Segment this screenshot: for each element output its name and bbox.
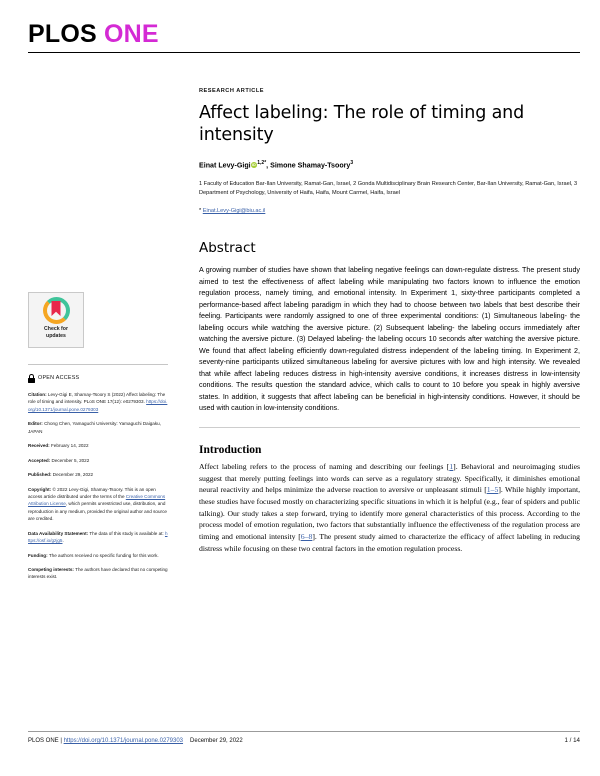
masthead xyxy=(28,22,580,53)
intro-part-3: ]. While highly important, these studies have focused mostly on characterizing specific situations in which it is helpful (e.g., fear of spiders and public talking). Our study takes a step forward, trying to identify more general characteristics of this process. According to the process model of emotion regulation, two factors that substantially influence the effectiveness of the regulation process are timing and emotional intensity [ xyxy=(199,485,580,542)
reference-link-1[interactable]: 1 xyxy=(449,461,454,471)
intro-part-1: Affect labeling refers to the process of naming and describing our feelings [ xyxy=(199,461,450,471)
received-date: February 14, 2022 xyxy=(49,443,89,449)
data-availability-block xyxy=(28,530,168,545)
article-type-kicker: RESEARCH ARTICLE xyxy=(199,88,264,94)
citation-text: Levy-Gigi E, Shamay-Tsoory S (2022) Affect labeling: The role of timing and intensity. PLoS ONE 17(12): e0279303. xyxy=(28,392,166,405)
author-1-corresponding-mark: * xyxy=(264,159,267,166)
reference-link-2[interactable]: 1–5 xyxy=(486,485,499,495)
page-number: 1 / 14 xyxy=(564,737,580,744)
received-block xyxy=(28,442,168,449)
open-access-indicator xyxy=(28,374,168,383)
creative-commons-license-link[interactable]: Creative Commons Attribution License xyxy=(28,493,166,507)
logo-text-plos: PLOS xyxy=(28,20,97,48)
competing-interests-label: Competing interests: xyxy=(28,567,74,572)
page-footer xyxy=(28,731,580,744)
affiliations-list: 1 Faculty of Education Bar-Ilan University, Ramat-Gan, Israel, 2 Gonda Multidisciplinary Brain Research Center, Bar-Ilan University, Ramat-Gan, Israel, 3 Department of Psychology, University of Haifa, Haifa, Mount Carmel, Haifa, Israel xyxy=(199,181,578,197)
footer-divider xyxy=(28,731,580,732)
page-title: Affect labeling: The role of timing and intensity xyxy=(199,103,525,146)
copyright-block xyxy=(28,486,168,523)
footer-separator: | xyxy=(58,738,64,744)
footer-date: December 29, 2022 xyxy=(190,738,243,744)
sidebar-divider xyxy=(28,364,168,365)
abstract-text: A growing number of studies have shown that labeling negative feelings can down-regulate distress. The present study aimed to test the effectiveness of affect labeling while manipulating two factors known to influence the emotion regulation process, namely timing, and emotional intensity. In Experiment 1, sixty-three participants completed a performance-based affect labeling paradigm in which they had to choose between two labels that best describe their feeling. Participants were randomly assigned to one of three experimental conditions: (1) Simultaneous labeling- the labeling occurs while watching the aversive picture. (2) Subsequent labeling- the labeling occurs immediately after watching the aversive picture. (3) Delayed labeling- the labeling occurs 10 seconds after watching the aversive picture. We found that affect labeling efficiently down-regulated distress independent of the labeling timing. In Experiment 2, seventy-nine participants utilized simultaneous labeling for aversive pictures with low and high intensity. We revealed that while affect labeling reduces distress in high-intensity aversive conditions, it increases distress in low-intensity conditions. The results question the standard advice, which calls to count to 10 before you speak in highly aversive states. In addition, it suggests that affect labeling can be beneficial in high-intensity conditions. However, it should be used with caution in low-intensity conditions. xyxy=(199,266,580,413)
accepted-block xyxy=(28,457,168,464)
intro-part-4: ]. The present study aimed to characterize the efficacy of affect labeling in reducing distress while focusing on these two central factors in the emotion regulation process. xyxy=(199,532,580,553)
open-lock-icon xyxy=(28,374,35,383)
footer-citation xyxy=(28,738,243,744)
crossmark-label-line1: Check for xyxy=(44,326,68,332)
accepted-date: December 5, 2022 xyxy=(50,457,90,463)
open-access-label: OPEN ACCESS xyxy=(38,375,80,382)
received-label: Received: xyxy=(28,443,50,449)
article-metadata-sidebar xyxy=(28,292,168,588)
author-name-1: Einat Levy-Gigi xyxy=(199,161,251,170)
author-name-2: Simone Shamay-Tsoory xyxy=(270,161,351,170)
article-main-column xyxy=(199,88,580,554)
reference-link-3[interactable]: 6–8 xyxy=(300,532,313,542)
footer-journal-name: PLOS ONE xyxy=(28,738,59,744)
abstract-divider xyxy=(199,427,580,428)
data-availability-label: Data Availability Statement: xyxy=(28,530,89,536)
introduction-heading: Introduction xyxy=(199,443,262,456)
crossmark-icon xyxy=(43,297,70,324)
author-list: Einat Levy-Gigi iD $^{1,2*}$, Simone Shamay-Tsoory$^3$ xyxy=(199,160,580,171)
corresponding-star: * xyxy=(199,208,202,215)
citation-label: Citation: xyxy=(28,392,47,397)
data-availability-text: The data of this study is available at: xyxy=(88,530,165,536)
introduction-text xyxy=(199,461,580,555)
published-label: Published: xyxy=(28,472,52,478)
copyright-text-part2: , which permits unrestricted use, distribution, and reproduction in any medium, provided the original author and source are credited. xyxy=(28,501,167,522)
funding-label: Funding: xyxy=(28,552,48,558)
crossmark-label xyxy=(44,326,68,339)
footer-doi-link[interactable]: https://doi.org/10.1371/journal.pone.0279303 xyxy=(63,738,184,744)
published-block xyxy=(28,471,168,478)
author-2-affiliation-marks: 3 xyxy=(350,159,354,166)
editor-text: Chong Chen, Yamaguchi University: Yamaguchi Daigaku, JAPAN xyxy=(28,421,161,434)
plos-one-logo[interactable] xyxy=(28,22,580,47)
published-date: December 29, 2022 xyxy=(51,472,94,478)
abstract-heading: Abstract xyxy=(199,240,256,257)
author-1-affiliation-marks: 1,2 xyxy=(257,159,265,166)
funding-block xyxy=(28,552,168,559)
editor-label: Editor: xyxy=(28,421,43,427)
editor-block xyxy=(28,420,168,435)
citation-block xyxy=(28,391,168,413)
funding-text: The authors received no specific funding for this work. xyxy=(47,552,159,558)
citation-doi-link[interactable]: https://doi.org/10.1371/journal.pone.0279303 xyxy=(28,399,168,412)
crossmark-label-line2: updates xyxy=(46,332,66,339)
copyright-label: Copyright: xyxy=(28,486,52,492)
intro-part-2: ]. Behavioral and neuroimaging studies suggest that merely putting feelings into words can serve as a regulatory strategy. Specifically, it diminishes emotional neural reactivity and helps minimize the adverse reaction to aversive or unpleasant stimuli [ xyxy=(199,461,580,495)
corresponding-author-line xyxy=(199,208,580,214)
copyright-text-part1: © 2022 Levy-Gigi, Shamay-Tsoory. This is an open access article distributed under the terms of the xyxy=(28,486,156,499)
competing-interests-block xyxy=(28,566,168,581)
masthead-divider xyxy=(28,52,580,53)
data-availability-text-end: . xyxy=(62,538,64,544)
orcid-icon[interactable] xyxy=(251,162,257,168)
competing-interests-text: The authors have declared that no competing interests exist. xyxy=(28,567,168,580)
osf-data-link[interactable]: https://osf.io/gzjg5 xyxy=(28,530,168,544)
accepted-label: Accepted: xyxy=(28,457,51,463)
corresponding-email-link[interactable]: Einat.Levy-Gigi@biu.ac.il xyxy=(202,208,266,215)
crossmark-check-for-updates-badge[interactable] xyxy=(28,292,84,348)
logo-text-one: ONE xyxy=(104,20,159,48)
